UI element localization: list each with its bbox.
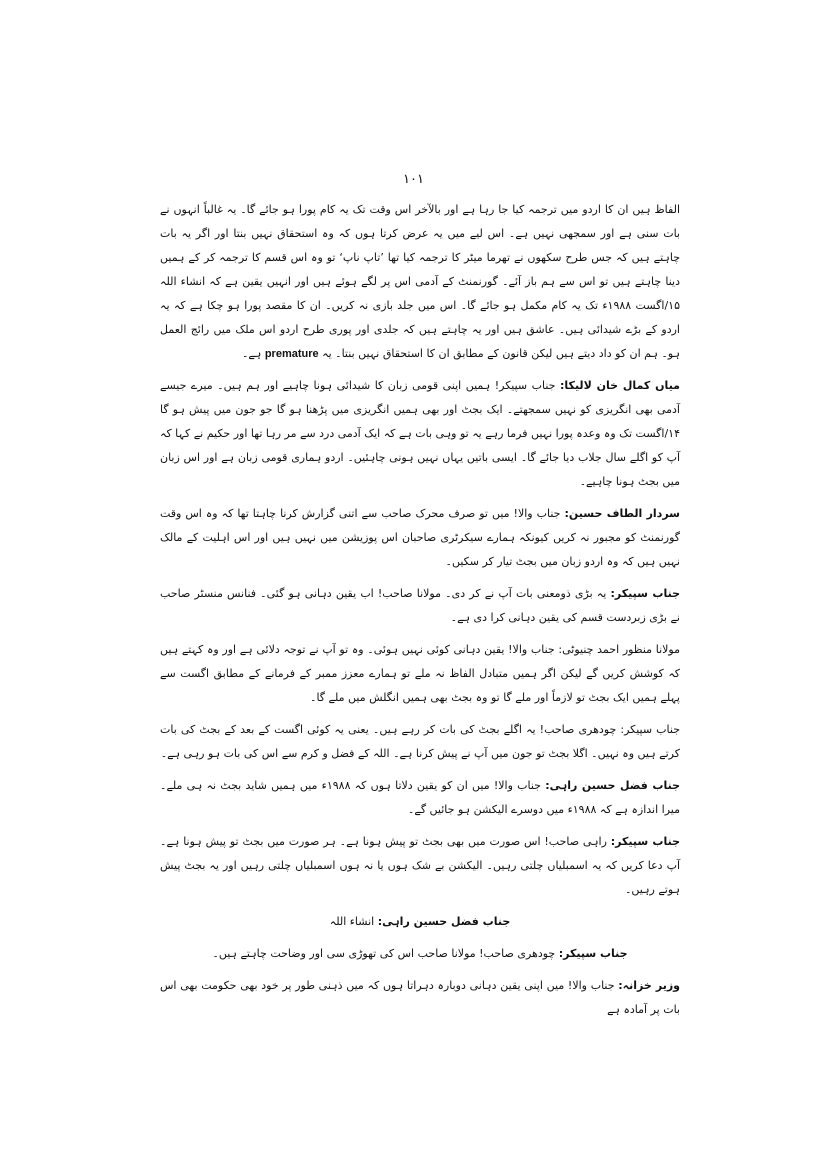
paragraph-text-end: ہے۔ [241, 347, 262, 360]
speaker-name: جناب سپیکر: [558, 947, 628, 960]
paragraph-2 [160, 374, 680, 494]
page-number: ۱۰۱ [403, 172, 424, 187]
paragraph-text: جناب سپیکر: چودھری صاحب! یہ اگلے بجٹ کی بات کر رہے ہیں۔ یعنی یہ کوئی اگست کے بعد کے بجٹ کی بات کرتے ہیں وہ نہیں۔ اگلا بجٹ تو جون میں آپ نے پیش کرنا ہے۔ اللہ کے فضل و کرم سے اس کی بات ہو رہی ہے۔ [160, 723, 680, 760]
paragraph-text: الفاظ ہیں ان کا اردو میں ترجمہ کیا جا رہا ہے اور بالآخر اس وقت تک یہ کام پورا ہو جائے گا۔ یہ غالباً انہوں نے بات سنی ہے اور سمجھی نہیں ہے۔ اس لیے میں یہ عرض کرتا ہوں کہ وہ استحقاق نہیں بنتا اور اگر یہ بات چاہتے ہیں کہ جس طرح سکھوں نے تھرما میٹر کا ترجمہ کیا تھا ’تاپ ناپ‘ تو وہ اس قسم کا ترجمہ کر کے ہمیں دینا چاہتے ہیں تو اس سے ہم باز آئے۔ گورنمنٹ کے آدمی اس پر لگے ہوئے ہیں اور انہیں یقین ہے کہ انشاء اللہ ۱۵/اگست ۱۹۸۸ء تک یہ کام مکمل ہو جائے گا۔ اس میں جلد بازی نہ کریں۔ ان کا مقصد پورا ہو چکا ہے کہ یہ اردو کے بڑے شیدائی ہیں۔ عاشق ہیں اور یہ چاہتے ہیں کہ جلدی اور پوری طرح اردو اس ملک میں رائج العمل ہو۔ ہم ان کو داد دیتے ہیں لیکن قانون کے مطابق ان کا استحقاق نہیں بنتا۔ یہ [160, 203, 680, 360]
paragraph-6 [160, 718, 680, 766]
document-body [160, 198, 680, 1030]
paragraph-10 [160, 942, 680, 966]
paragraph-text: جناب والا! میں ان کو یقین دلاتا ہوں کہ ۱۹۸۸ء میں ہمیں شاید بجٹ نہ ہی ملے۔ میرا اندازہ ہے کہ ۱۹۸۸ء میں دوسرے الیکشن ہو جائیں گے۔ [160, 779, 680, 816]
paragraph-text: جناب والا! میں اپنی یقین دہانی دوبارہ دہراتا ہوں کہ میں ذہنی طور پر خود بھی حکومت بھی اس بات پر آمادہ ہے [160, 979, 680, 1016]
paragraph-11 [160, 974, 680, 1022]
speaker-name: جناب فضل حسین راہی: [545, 779, 681, 792]
paragraph-text: جناب والا! میں تو صرف محرک صاحب سے اتنی گزارش کرنا چاہتا تھا کہ وہ اس وقت گورنمنٹ کو مجبور نہ کریں کیونکہ ہمارے سیکرٹری صاحبان اس پوزیشن میں نہیں ہیں اور اس اہلیت کے مالک نہیں ہیں کہ وہ اردو زبان میں بجٹ تیار کر سکیں۔ [160, 507, 680, 568]
paragraph-text: راہی صاحب! اس صورت میں بھی بجٹ تو پیش ہونا ہے۔ ہر صورت میں بجٹ تو پیش ہونا ہے۔ آپ دعا کریں کہ یہ اسمبلیاں چلتی رہیں۔ الیکشن بے شک ہوں یا نہ ہوں اسمبلیاں چلتی رہیں اور یہ بجٹ پیش ہوتے رہیں۔ [160, 835, 680, 896]
speaker-name: میاں کمال خان لالیکا: [560, 379, 680, 392]
speaker-name: جناب سپیکر: [610, 835, 680, 848]
paragraph-4 [160, 582, 680, 630]
paragraph-text: چودھری صاحب! مولانا صاحب اس کی تھوڑی سی اور وضاحت چاہتے ہیں۔ [212, 947, 556, 960]
paragraph-text: یہ بڑی ذومعنی بات آپ نے کر دی۔ مولانا صاحب! اب یقین دہانی ہو گئی۔ فنانس منسٹر صاحب نے بڑی زبردست قسم کی یقین دہانی کرا دی ہے۔ [160, 587, 680, 624]
paragraph-text: انشاء اللہ [329, 915, 375, 928]
paragraph-3 [160, 502, 680, 574]
latin-term: premature [264, 348, 319, 360]
speaker-name: وزیر خزانہ: [618, 979, 680, 992]
speaker-name: جناب فضل حسین راہی: [377, 915, 511, 928]
paragraph-text: مولانا منظور احمد چنیوٹی: جناب والا! یقین دہانی کوئی نہیں ہوئی۔ وہ تو آپ نے توجہ دلائی ہے اور وہ کہتے ہیں کہ کوشش کریں گے لیکن اگر ہمیں متبادل الفاظ نہ ملے تو ہمارے معزز ممبر کے فرمانے کے مطابق اگست سے پہلے ہمیں ایک بجٹ تو لازماً اور ملے گا تو وہ بجٹ بھی ہمیں انگلش میں ملے گا۔ [160, 643, 680, 704]
paragraph-9 [160, 910, 680, 934]
paragraph-1 [160, 198, 680, 366]
paragraph-5 [160, 638, 680, 710]
speaker-name: سردار الطاف حسین: [564, 507, 680, 520]
speaker-name: جناب سپیکر: [610, 587, 681, 600]
paragraph-text: جناب سپیکر! ہمیں اپنی قومی زبان کا شیدائی ہونا چاہیے اور ہم ہیں۔ میرے جیسے آدمی بھی انگریزی کو نہیں سمجھتے۔ ایک بجٹ اور بھی ہمیں انگریزی میں پڑھنا ہو گا جو جون میں پیش ہو گا ۱۴/اگست تک وہ وعدہ پورا نہیں فرما رہے یہ تو وہی بات ہے کہ ایک آدمی درد سے مر رہا تھا اور حکیم نے کہا کہ آپ کو اگلے سال جلاب دیا جائے گا۔ ایسی باتیں یہاں نہیں ہونی چاہئیں۔ اردو ہماری قومی زبان ہے اور اس زبان میں بجٹ ہونا چاہیے۔ [160, 379, 680, 488]
paragraph-8 [160, 830, 680, 902]
paragraph-7 [160, 774, 680, 822]
